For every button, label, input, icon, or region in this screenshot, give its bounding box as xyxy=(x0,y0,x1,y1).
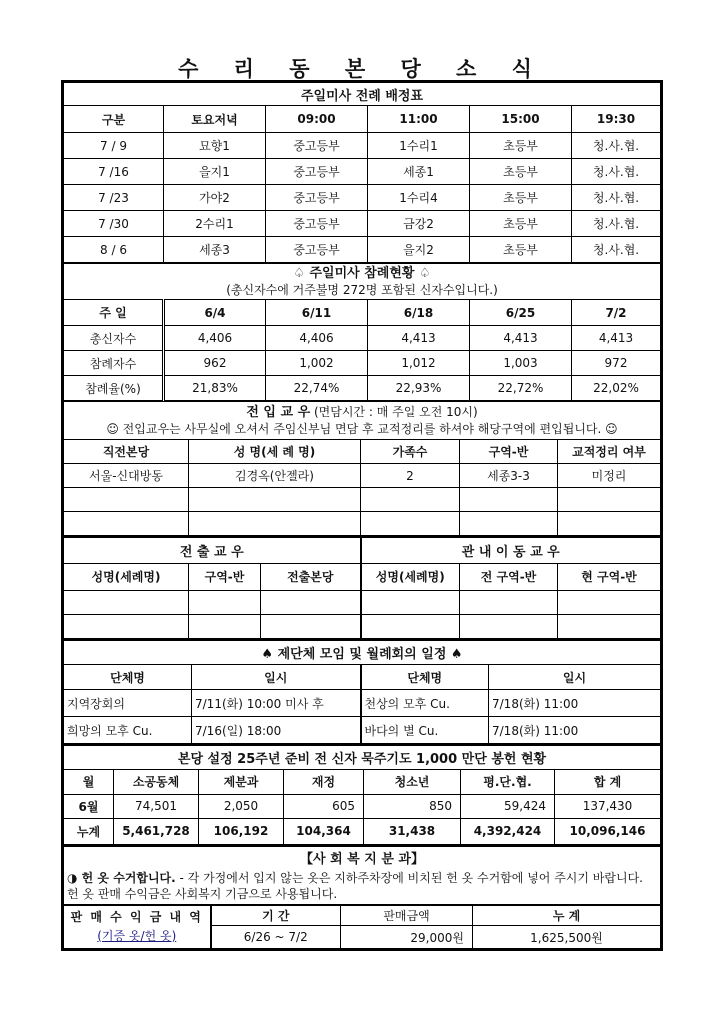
meetings-header: 일시 xyxy=(192,665,361,690)
transfer-out-internal-move-table xyxy=(63,536,661,639)
meetings-header: 일시 xyxy=(489,665,661,690)
schedule-header: 19:30 xyxy=(572,106,661,133)
attendance-label: 총신자수 xyxy=(64,326,164,351)
transfer-in-cell xyxy=(64,512,189,536)
meeting-datetime: 7/18(화) 11:00 xyxy=(489,690,661,717)
schedule-cell: 세종1 xyxy=(368,159,470,185)
attendance-header: 주 일 xyxy=(64,300,164,326)
transfer-out-cell xyxy=(189,614,261,638)
schedule-cell: 7 /30 xyxy=(64,211,164,237)
attendance-header: 6/25 xyxy=(470,300,572,326)
rosary-cell: 2,050 xyxy=(199,794,284,818)
rosary-header: 소공동체 xyxy=(114,769,199,794)
transfer-out-header: 성명(세례명) xyxy=(64,563,189,590)
rosary-cell: 31,438 xyxy=(364,818,461,844)
transfer-in-cell xyxy=(361,512,460,536)
group-name: 희망의 모후 Cu. xyxy=(64,717,192,744)
schedule-row xyxy=(64,185,661,211)
attendance-title: ♤ 주일미사 참례현황 ♤ xyxy=(293,266,431,281)
welfare-title: 【사 회 복 지 분 과】 xyxy=(64,846,661,868)
rosary-row xyxy=(64,818,661,844)
schedule-cell: 중고등부 xyxy=(266,211,368,237)
attendance-row xyxy=(64,376,661,401)
schedule-cell: 가야2 xyxy=(164,185,266,211)
attendance-header: 6/18 xyxy=(368,300,470,326)
rosary-header: 재정 xyxy=(284,769,364,794)
transfer-in-notice: ☺ 전입교우는 사무실에 오셔서 주임신부님 면담 후 교적정리를 하셔야 해당구역에 편입됩니다. ☺ xyxy=(106,421,618,436)
welfare-header: 기 간 xyxy=(211,905,341,926)
transfer-in-row xyxy=(64,488,661,512)
transfer-in-row xyxy=(64,464,661,488)
transfer-in-row xyxy=(64,512,661,536)
schedule-cell: 묘향1 xyxy=(164,133,266,159)
transfer-row xyxy=(64,614,661,638)
transfer-out-title: 전 출 교 우 xyxy=(64,537,361,563)
transfer-in-cell: 세종3-3 xyxy=(460,464,558,488)
schedule-cell: 2수리1 xyxy=(164,211,266,237)
rosary-header: 합 계 xyxy=(555,769,661,794)
meeting-datetime: 7/16(일) 18:00 xyxy=(192,717,361,744)
transfer-in-header: 가족수 xyxy=(361,440,460,464)
welfare-header: 누 계 xyxy=(473,905,661,926)
rosary-cell: 59,424 xyxy=(461,794,555,818)
attendance-cell: 22,72% xyxy=(470,376,572,401)
schedule-cell: 7 /16 xyxy=(64,159,164,185)
transfer-in-cell xyxy=(64,488,189,512)
schedule-cell: 1수리1 xyxy=(368,133,470,159)
transfer-in-cell xyxy=(460,488,558,512)
transfer-in-cell: 미정리 xyxy=(558,464,661,488)
internal-move-header: 현 구역-반 xyxy=(558,563,661,590)
attendance-cell: 4,413 xyxy=(572,326,661,351)
schedule-cell: 중고등부 xyxy=(266,133,368,159)
transfer-in-header: 직전본당 xyxy=(64,440,189,464)
schedule-title: 주일미사 전례 배정표 xyxy=(64,83,661,106)
rosary-label: 누계 xyxy=(64,818,114,844)
transfer-in-cell xyxy=(189,512,361,536)
internal-move-cell xyxy=(460,590,558,614)
internal-move-cell xyxy=(558,590,661,614)
attendance-header: 6/11 xyxy=(266,300,368,326)
schedule-row xyxy=(64,211,661,237)
transfer-in-cell xyxy=(558,512,661,536)
schedule-row xyxy=(64,237,661,263)
rosary-header: 평.단.협. xyxy=(461,769,555,794)
schedule-cell: 청.사.협. xyxy=(572,237,661,263)
schedule-header: 09:00 xyxy=(266,106,368,133)
schedule-cell: 을지1 xyxy=(164,159,266,185)
clothing-collection-heading: ◑ 헌 옷 수거합니다. xyxy=(67,870,176,885)
transfer-in-table xyxy=(63,401,661,536)
transfer-out-cell xyxy=(64,590,189,614)
rosary-cell: 605 xyxy=(284,794,364,818)
schedule-cell: 초등부 xyxy=(470,237,572,263)
attendance-cell: 1,002 xyxy=(266,351,368,376)
schedule-cell: 초등부 xyxy=(470,133,572,159)
attendance-label: 참례자수 xyxy=(64,351,164,376)
rosary-cell: 4,392,424 xyxy=(461,818,555,844)
internal-move-header: 전 구역-반 xyxy=(460,563,558,590)
donated-clothes-link[interactable]: (기증 옷/헌 옷) xyxy=(97,928,177,943)
rosary-header: 청소년 xyxy=(364,769,461,794)
meetings-table xyxy=(63,639,661,745)
group-name: 천상의 모후 Cu. xyxy=(361,690,489,717)
attendance-cell: 21,83% xyxy=(164,376,266,401)
transfer-row xyxy=(64,590,661,614)
rosary-label: 6월 xyxy=(64,794,114,818)
rosary-table xyxy=(63,744,661,845)
internal-move-cell xyxy=(361,590,460,614)
schedule-row xyxy=(64,159,661,185)
interview-time-note: (면담시간 : 매 주일 오전 10시) xyxy=(313,404,478,419)
attendance-cell: 22,02% xyxy=(572,376,661,401)
internal-move-cell xyxy=(460,614,558,638)
meeting-datetime: 7/18(화) 11:00 xyxy=(489,717,661,744)
attendance-cell: 4,406 xyxy=(266,326,368,351)
schedule-cell: 을지2 xyxy=(368,237,470,263)
schedule-cell: 8 / 6 xyxy=(64,237,164,263)
rosary-cell: 5,461,728 xyxy=(114,818,199,844)
attendance-label: 참례율(%) xyxy=(64,376,164,401)
rosary-header: 제분과 xyxy=(199,769,284,794)
rosary-cell: 10,096,146 xyxy=(555,818,661,844)
meeting-datetime: 7/11(화) 10:00 미사 후 xyxy=(192,690,361,717)
internal-move-cell xyxy=(361,614,460,638)
attendance-header: 6/4 xyxy=(164,300,266,326)
group-name: 바다의 별 Cu. xyxy=(361,717,489,744)
schedule-header: 15:00 xyxy=(470,106,572,133)
transfer-in-header: 구역-반 xyxy=(460,440,558,464)
clothing-collection-text: - 각 가정에서 입지 않는 옷은 지하주차장에 비치된 헌 옷 수거함에 넣어 주시기 바랍니다. 헌 옷 판매 수익금은 사회복지 기금으로 사용됩니다. xyxy=(67,870,643,901)
schedule-header: 11:00 xyxy=(368,106,470,133)
meetings-header: 단체명 xyxy=(361,665,489,690)
group-name: 지역장회의 xyxy=(64,690,192,717)
schedule-cell: 중고등부 xyxy=(266,237,368,263)
transfer-out-header: 구역-반 xyxy=(189,563,261,590)
rosary-header: 월 xyxy=(64,769,114,794)
schedule-cell: 청.사.협. xyxy=(572,185,661,211)
internal-move-cell xyxy=(558,614,661,638)
transfer-in-cell xyxy=(558,488,661,512)
liturgy-schedule-table xyxy=(63,82,661,263)
schedule-header: 구분 xyxy=(64,106,164,133)
rosary-cell: 106,192 xyxy=(199,818,284,844)
page-title: 수 리 동 본 당 소 식 xyxy=(178,57,546,81)
schedule-cell: 금강2 xyxy=(368,211,470,237)
schedule-cell: 초등부 xyxy=(470,185,572,211)
transfer-in-header: 교적정리 여부 xyxy=(558,440,661,464)
schedule-cell: 중고등부 xyxy=(266,159,368,185)
schedule-cell: 중고등부 xyxy=(266,185,368,211)
schedule-cell: 청.사.협. xyxy=(572,211,661,237)
meetings-header: 단체명 xyxy=(64,665,192,690)
rosary-title: 본당 설정 25주년 준비 전 신자 묵주기도 1,000 만단 봉헌 현황 xyxy=(64,745,661,769)
rosary-cell: 137,430 xyxy=(555,794,661,818)
attendance-cell: 1,012 xyxy=(368,351,470,376)
attendance-table xyxy=(63,263,661,401)
sales-period: 6/26 ~ 7/2 xyxy=(211,926,341,949)
attendance-cell: 972 xyxy=(572,351,661,376)
transfer-out-cell xyxy=(261,590,361,614)
internal-move-title: 관 내 이 동 교 우 xyxy=(361,537,661,563)
attendance-row xyxy=(64,326,661,351)
schedule-cell: 7 / 9 xyxy=(64,133,164,159)
schedule-cell: 1수리4 xyxy=(368,185,470,211)
transfer-out-cell xyxy=(189,590,261,614)
schedule-cell: 청.사.협. xyxy=(572,133,661,159)
rosary-cell: 104,364 xyxy=(284,818,364,844)
newsletter-sheet xyxy=(61,80,663,951)
meetings-row xyxy=(64,717,661,744)
meetings-title: ♠ 제단체 모임 및 월례회의 일정 ♠ xyxy=(64,640,661,665)
attendance-cell: 1,003 xyxy=(470,351,572,376)
attendance-cell: 4,413 xyxy=(470,326,572,351)
welfare-header: 판매금액 xyxy=(341,905,473,926)
rosary-cell: 850 xyxy=(364,794,461,818)
sales-label: 판 매 수 익 금 내 역 xyxy=(70,909,203,924)
attendance-subtitle: (총신자수에 거주불명 272명 포함된 신자수입니다.) xyxy=(226,283,498,297)
attendance-cell: 22,74% xyxy=(266,376,368,401)
transfer-out-header: 전출본당 xyxy=(261,563,361,590)
schedule-cell: 세종3 xyxy=(164,237,266,263)
internal-move-header: 성명(세례명) xyxy=(361,563,460,590)
transfer-in-cell xyxy=(460,512,558,536)
attendance-cell: 22,93% xyxy=(368,376,470,401)
attendance-header: 7/2 xyxy=(572,300,661,326)
transfer-out-cell xyxy=(261,614,361,638)
schedule-cell: 초등부 xyxy=(470,159,572,185)
schedule-cell: 청.사.협. xyxy=(572,159,661,185)
meetings-row xyxy=(64,690,661,717)
sales-cumulative: 1,625,500원 xyxy=(473,926,661,949)
rosary-cell: 74,501 xyxy=(114,794,199,818)
attendance-cell: 962 xyxy=(164,351,266,376)
sales-amount: 29,000원 xyxy=(341,926,473,949)
transfer-in-cell: 김경옥(안젤라) xyxy=(189,464,361,488)
attendance-cell: 4,413 xyxy=(368,326,470,351)
transfer-in-header: 성 명(세 례 명) xyxy=(189,440,361,464)
schedule-cell: 초등부 xyxy=(470,211,572,237)
transfer-in-cell: 2 xyxy=(361,464,460,488)
schedule-cell: 7 /23 xyxy=(64,185,164,211)
rosary-row xyxy=(64,794,661,818)
schedule-header: 토요저녁 xyxy=(164,106,266,133)
transfer-in-cell: 서울-신대방동 xyxy=(64,464,189,488)
transfer-in-title: 전 입 교 우 xyxy=(246,404,311,420)
schedule-row xyxy=(64,133,661,159)
transfer-in-cell xyxy=(361,488,460,512)
attendance-cell: 4,406 xyxy=(164,326,266,351)
transfer-in-cell xyxy=(189,488,361,512)
welfare-table xyxy=(63,845,661,950)
attendance-row xyxy=(64,351,661,376)
transfer-out-cell xyxy=(64,614,189,638)
